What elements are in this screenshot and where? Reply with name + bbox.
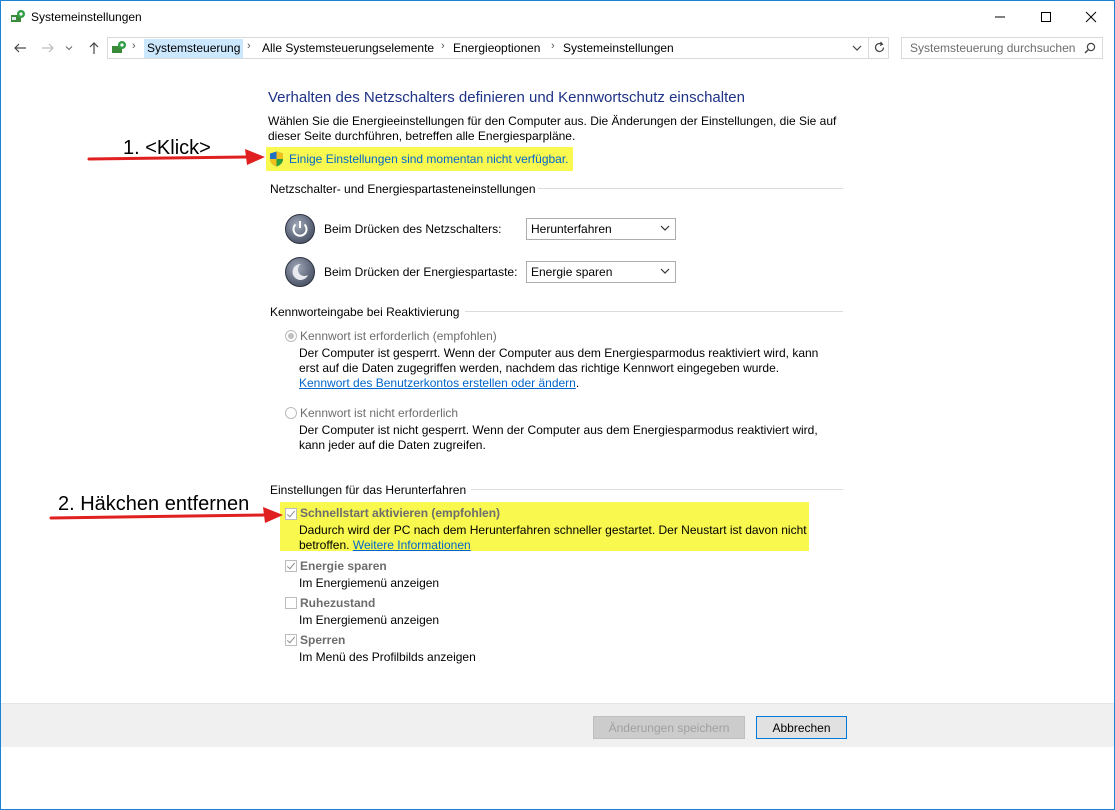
divider [465, 311, 843, 312]
red-arrow-icon [49, 505, 285, 525]
maximize-icon [1040, 11, 1052, 23]
chevron-right-icon: › [247, 40, 251, 52]
sleep-button-select[interactable] [526, 261, 676, 283]
password-required-text: Der Computer ist gesperrt. Wenn der Computer aus dem Energiesparmodus reaktiviert wird, kann erst auf die Daten zugegriffen werden, nachdem das richtige Kennwort eingegeben wurde. [299, 346, 819, 375]
back-button[interactable] [11, 39, 29, 57]
search-placeholder: Systemsteuerung durchsuchen [910, 41, 1076, 55]
search-icon[interactable] [1084, 42, 1096, 54]
breadcrumb-item[interactable]: Systemeinstellungen [563, 41, 674, 55]
chevron-right-icon: › [132, 40, 136, 52]
footer [1, 704, 1114, 747]
chevron-down-icon [660, 265, 670, 277]
hibernate-option-label: Ruhezustand [300, 596, 376, 610]
intro-text: Wählen Sie die Energieeinstellungen für den Computer aus. Die Änderungen der Einstellungen, die Sie auf dieser Seite durchführen, betreffen alle Energiesparpläne. [268, 114, 837, 143]
recent-locations-button[interactable] [63, 39, 75, 57]
password-not-required-desc: Der Computer ist nicht gesperrt. Wenn der Computer aus dem Energiesparmodus reaktiviert wird, kann jeder auf die Daten zugreifen. [299, 423, 818, 452]
lock-checkbox[interactable] [285, 634, 297, 646]
fast-startup-label: Schnellstart aktivieren (empfohlen) [300, 506, 501, 520]
divider [471, 489, 843, 490]
hibernate-option-desc: Im Energiemenü anzeigen [299, 613, 440, 627]
breadcrumb-item[interactable]: Energieoptionen [453, 41, 541, 55]
fast-startup-checkbox[interactable] [285, 508, 297, 520]
close-button[interactable] [1068, 1, 1114, 32]
chevron-down-icon [660, 222, 670, 234]
fast-startup-text: Dadurch wird der PC nach dem Herunterfahren schneller gestartet. Der Neustart ist davon nicht betroffen. [299, 523, 807, 552]
window-title: Systemeinstellungen [31, 10, 142, 24]
maximize-button[interactable] [1023, 1, 1069, 32]
power-button-label: Beim Drücken des Netzschalters: [324, 222, 502, 236]
chevron-right-icon: › [551, 40, 555, 52]
arrow-right-icon [41, 41, 55, 55]
lock-option-label: Sperren [300, 633, 346, 647]
save-changes-button[interactable]: Änderungen speichern [593, 716, 745, 739]
sleep-option-desc: Im Energiemenü anzeigen [299, 576, 440, 590]
shutdown-section-title: Einstellungen für das Herunterfahren [270, 483, 467, 497]
password-required-label: Kennwort ist erforderlich (empfohlen) [300, 329, 497, 343]
power-button-select[interactable] [526, 218, 676, 240]
breadcrumb-item[interactable]: Alle Systemsteuerungselemente [262, 41, 435, 55]
chevron-right-icon: › [441, 40, 445, 52]
chevron-down-icon [65, 44, 73, 52]
red-arrow-icon [87, 147, 267, 167]
arrow-up-icon [87, 41, 101, 55]
sleep-button-icon [285, 257, 315, 287]
divider [538, 188, 843, 189]
sleep-button-label: Beim Drücken der Energiespartaste: [324, 265, 518, 279]
moon-icon [286, 258, 314, 286]
password-not-required-label: Kennwort ist nicht erforderlich [300, 406, 459, 420]
control-panel-icon [111, 40, 127, 56]
forward-button[interactable] [39, 39, 57, 57]
navigation-bar [1, 34, 1114, 62]
unavailable-settings-link[interactable]: Einige Einstellungen sind momentan nicht verfügbar. [289, 152, 569, 166]
hibernate-checkbox[interactable] [285, 597, 297, 609]
page-title: Verhalten des Netzschalters definieren und Kennwortschutz einschalten [268, 89, 745, 106]
arrow-left-icon [13, 41, 27, 55]
fast-startup-desc [299, 523, 809, 553]
minimize-icon [994, 11, 1006, 23]
password-section-title: Kennworteingabe bei Reaktivierung [270, 305, 460, 319]
address-bar[interactable] [107, 37, 889, 59]
more-info-link[interactable]: Weitere Informationen [352, 538, 471, 552]
uac-shield-icon [269, 151, 284, 167]
create-password-link[interactable]: Kennwort des Benutzerkontos erstellen oder ändern [299, 376, 576, 390]
close-icon [1085, 11, 1097, 23]
annotation-step1: 1. <Klick> [123, 137, 211, 159]
breadcrumb-item[interactable]: Systemsteuerung [144, 39, 243, 58]
refresh-icon[interactable] [873, 41, 886, 54]
title-bar [1, 1, 1114, 33]
lock-option-desc: Im Menü des Profilbilds anzeigen [299, 650, 476, 664]
password-required-radio[interactable] [285, 330, 297, 342]
chevron-down-icon[interactable] [852, 44, 862, 52]
power-symbol-icon [286, 215, 314, 243]
annotation-step2: 2. Häkchen entfernen [58, 493, 250, 515]
control-panel-icon [10, 9, 26, 25]
power-button-icon [285, 214, 315, 244]
password-not-required-radio[interactable] [285, 407, 297, 419]
sleep-checkbox[interactable] [285, 560, 297, 572]
up-button[interactable] [85, 39, 103, 57]
password-required-desc [299, 346, 819, 391]
power-button-value: Herunterfahren [531, 222, 612, 236]
sleep-button-value: Energie sparen [531, 265, 613, 279]
sleep-option-label: Energie sparen [300, 559, 387, 573]
power-section-title: Netzschalter- und Energiespartasteneinstellungen [270, 182, 536, 196]
divider [868, 38, 869, 58]
search-input[interactable] [901, 37, 1103, 59]
cancel-button[interactable]: Abbrechen [756, 716, 847, 739]
period: . [575, 376, 580, 390]
minimize-button[interactable] [977, 1, 1023, 32]
